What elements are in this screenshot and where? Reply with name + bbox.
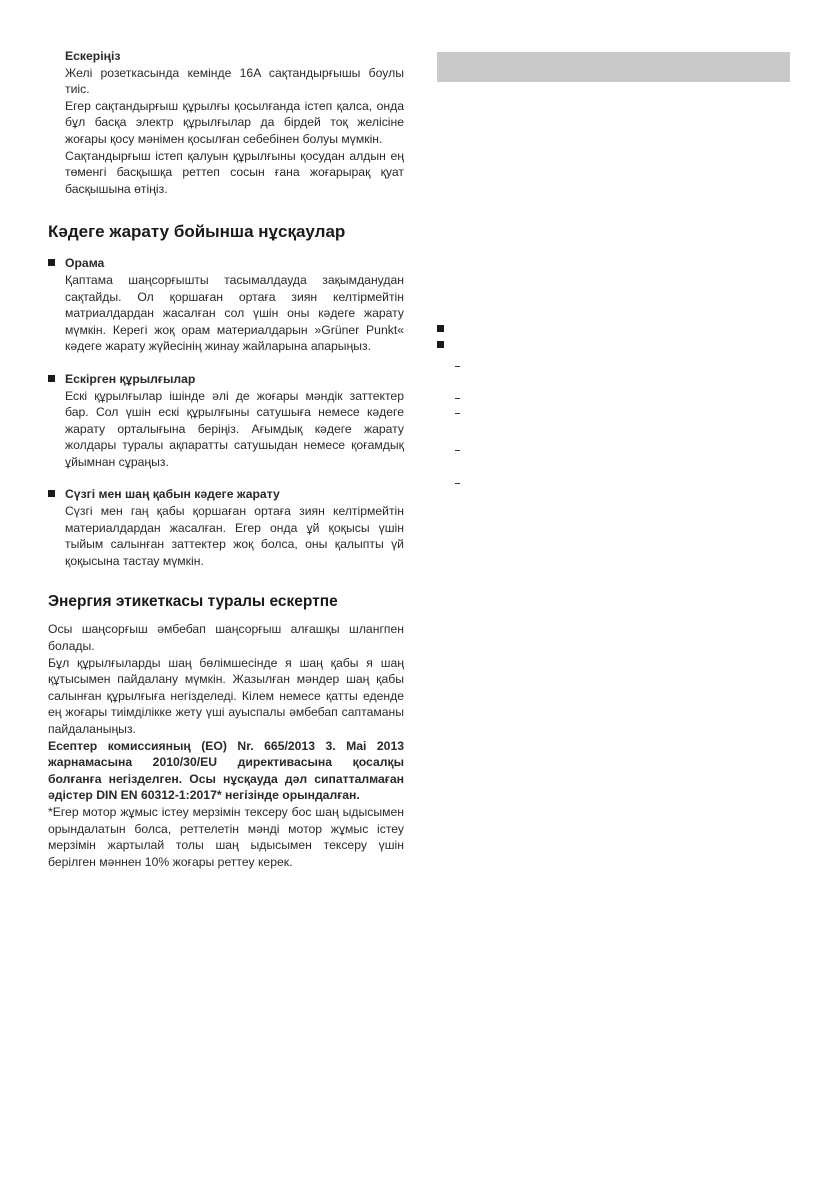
- disposal-item-title-text: Сүзгі мен шаң қабын кәдеге жарату: [65, 487, 280, 502]
- disposal-heading: Кәдеге жарату бойынша нұсқаулар: [48, 222, 346, 242]
- disposal-item: [48, 255, 404, 355]
- disposal-item-text: Сүзгі мен гаң қабы қоршаған ортаға зиян келтірмейтін материалдардан жасалған. Егер онда ұй қоқысы үшін тыйым салынған заттектер жоқ болса, оны қалыпты үй қоқысына тастау мүмкін.: [65, 504, 404, 568]
- note-paragraph-2: Егер сақтандырғыш құрылғы қосылғанда істеп қалса, онда бұл басқа электр құрылғылар да бірдей тоқ желісіне жоғары қосу мәнімен қосылған себебінен болуы мүмкін.: [65, 98, 404, 146]
- bullet-square-icon: [48, 490, 55, 497]
- dash-icon: [455, 366, 460, 367]
- disposal-item-title: [48, 371, 404, 388]
- note-paragraph-3: Сақтандырғыш істеп қалуын құрылғыны қосудан алдын ең төменгі басқышқа реттеп сосын ғана жоғарырақ қуат басқышына өтіңіз.: [65, 148, 404, 196]
- disposal-item-title-text: Орама: [65, 256, 105, 271]
- energy-paragraph-2: Бұл құрылғыларды шаң бөлімшесінде я шаң қабы я шаң құтысымен пайдалану мүмкін. Жазылған мәндер шаң қабы салынған құрылғыға негізделеді. Кілем немесе қатты еденде ең жоғары тиімділікке жету үші ауыспалы әмбебап саптаманы пайдаланыңыз.: [48, 655, 404, 736]
- dash-icon: [455, 450, 460, 451]
- bullet-square-icon: [437, 341, 444, 348]
- disposal-item-text: Қаптама шаңсорғышты тасымалдауда зақымданудан сақтайды. Ол қоршаған ортаға зиян келтірмейтін матриалдардан жасалған сол үшін оны кәдеге жарату мүмкін. Керегі жоқ орам материалдарын »Grüner Punkt« кәдеге жарату жүйесінің жинау жайларына апарыңыз.: [65, 272, 404, 354]
- disposal-item-text: Ескі құрылғылар ішінде әлі де жоғары мәндік заттектер бар. Сол үшін ескі құрылғыны сатушыға немесе кәдеге жарату орталығына беріңіз. Ағымдық кәдеге жарату жолдары туралы ақпаратты сатушыдан немесе қоғамдық ұйымнан сұраңыз.: [65, 388, 404, 469]
- left-column: [48, 48, 404, 870]
- energy-block: [48, 621, 404, 870]
- bullet-square-icon: [48, 375, 55, 382]
- note-paragraph-1: Желі розеткасында кемінде 16A сақтандырғышы боулы тиіс.: [65, 65, 404, 97]
- energy-heading: Энергия этикеткасы туралы ескертпе: [48, 593, 338, 611]
- bullet-square-icon: [437, 325, 444, 332]
- dash-icon: [455, 483, 460, 484]
- disposal-item-title: [48, 486, 404, 503]
- dash-icon: [455, 398, 460, 399]
- disposal-item: [48, 486, 404, 569]
- header-bar: [437, 52, 790, 82]
- energy-paragraph-4: *Егер мотор жұмыс істеу мерзімін тексеру бос шаң ыдысымен орындалатын болса, реттелетін мәнді мотор жұмыс істеу мерзімін жартылай толы шаң ыдысымен тексеру үшін берілген мәннен 10% жоғары реттеу керек.: [48, 804, 404, 869]
- dash-icon: [455, 413, 460, 414]
- disposal-item: [48, 371, 404, 471]
- disposal-item-title-text: Ескірген құрылғылар: [65, 371, 196, 386]
- note-block: [48, 48, 404, 197]
- energy-paragraph-3: Есептер комиссияның (ЕО) Nr. 665/2013 3. Mai 2013 жарнамасына 2010/30/EU директивасына қосалқы болғанға негізделген. Осы нұсқауда дәл сипатталмаған әдістер DIN EN 60312-1:2017* негізінде орындалған.: [48, 738, 404, 803]
- energy-paragraph-1: Осы шаңсорғыш әмбебап шаңсорғыш алғашқы шлангпен болады.: [48, 622, 404, 654]
- note-title: Ескеріңіз: [65, 49, 121, 63]
- bullet-square-icon: [48, 259, 55, 266]
- disposal-item-title: [48, 255, 404, 272]
